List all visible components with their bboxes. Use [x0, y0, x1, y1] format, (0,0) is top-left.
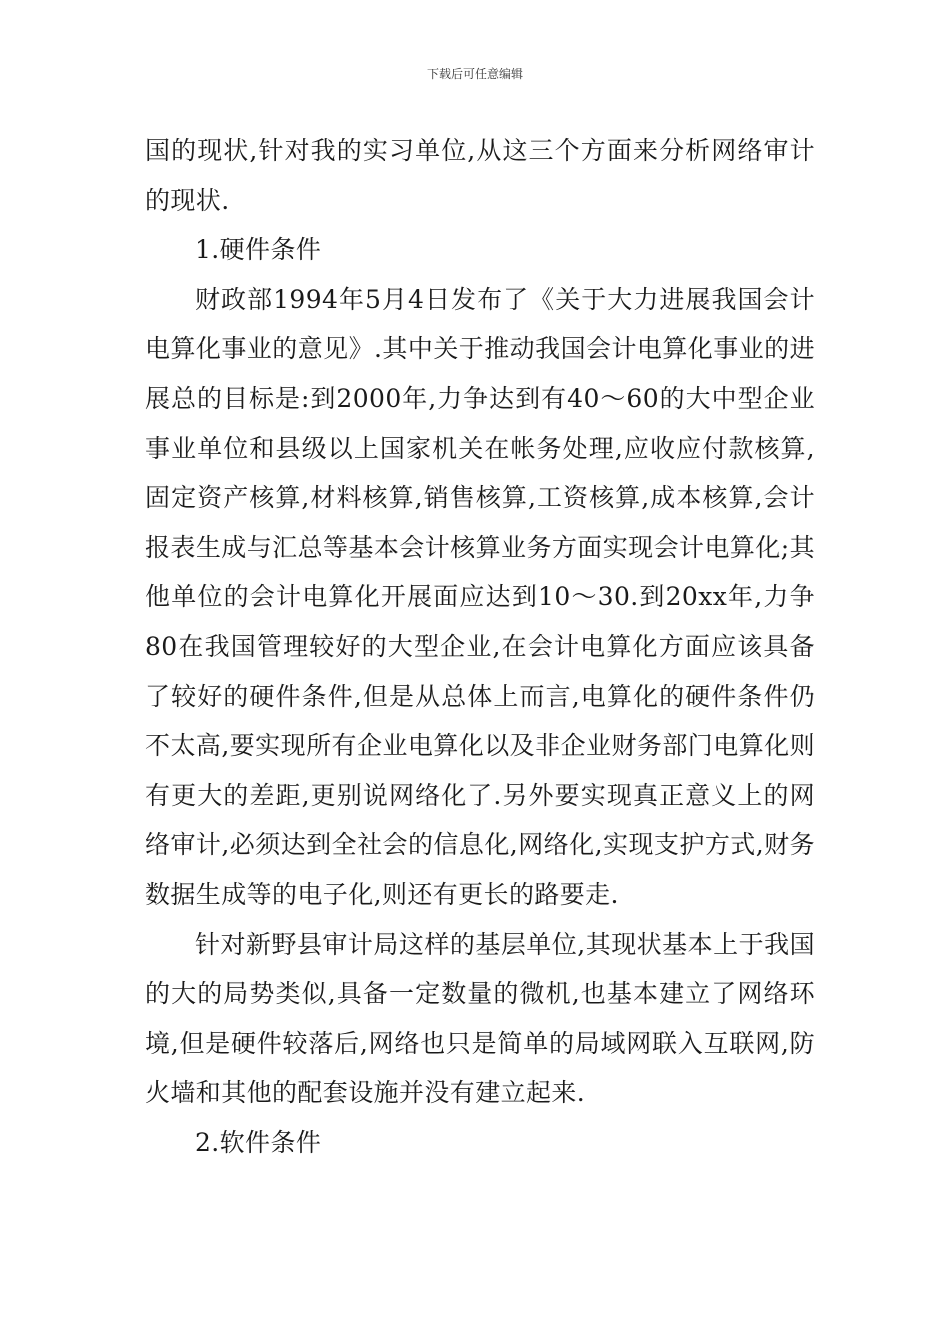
page-header: 下载后可任意编辑	[426, 67, 523, 81]
paragraph-ministry-goals: 财政部1994年5月4日发布了《关于大力进展我国会计电算化事业的意见》.其中关于推动我国会计电算化事业的进展总的目标是:到2000年,力争达到有40～60的大中型企业事业单位和县级以上国家机关在帐务处理,应收应付款核算,固定资产核算,材料核算,销售核算,工资核算,成本核算,会计报表生成与汇总等基本会计核算业务方面实现会计电算化;其他单位的会计电算化开展面应达到10～30.到20xx年,力争80在我国管理较好的大型企业,在会计电算化方面应该具备了较好的硬件条件,但是从总体上而言,电算化的硬件条件仍不太高,要实现所有企业电算化以及非企业财务部门电算化则有更大的差距,更别说网络化了.另外要实现真正意义上的网络审计,必须达到全社会的信息化,网络化,实现支护方式,财务数据生成等的电子化,则还有更长的路要走.	[145, 284, 815, 909]
section-heading-software: 2.软件条件	[195, 1127, 322, 1157]
document-body	[145, 126, 815, 1167]
paragraph-continuation: 国的现状,针对我的实习单位,从这三个方面来分析网络审计的现状.	[145, 136, 815, 215]
section-heading-hardware: 1.硬件条件	[195, 235, 322, 265]
paragraph-xinye-audit-bureau: 针对新野县审计局这样的基层单位,其现状基本上于我国的大的局势类似,具备一定数量的微机,也基本建立了网络环境,但是硬件较落后,网络也只是简单的局域网联入互联网,防火墙和其他的配套设施并没有建立起来.	[145, 929, 815, 1108]
